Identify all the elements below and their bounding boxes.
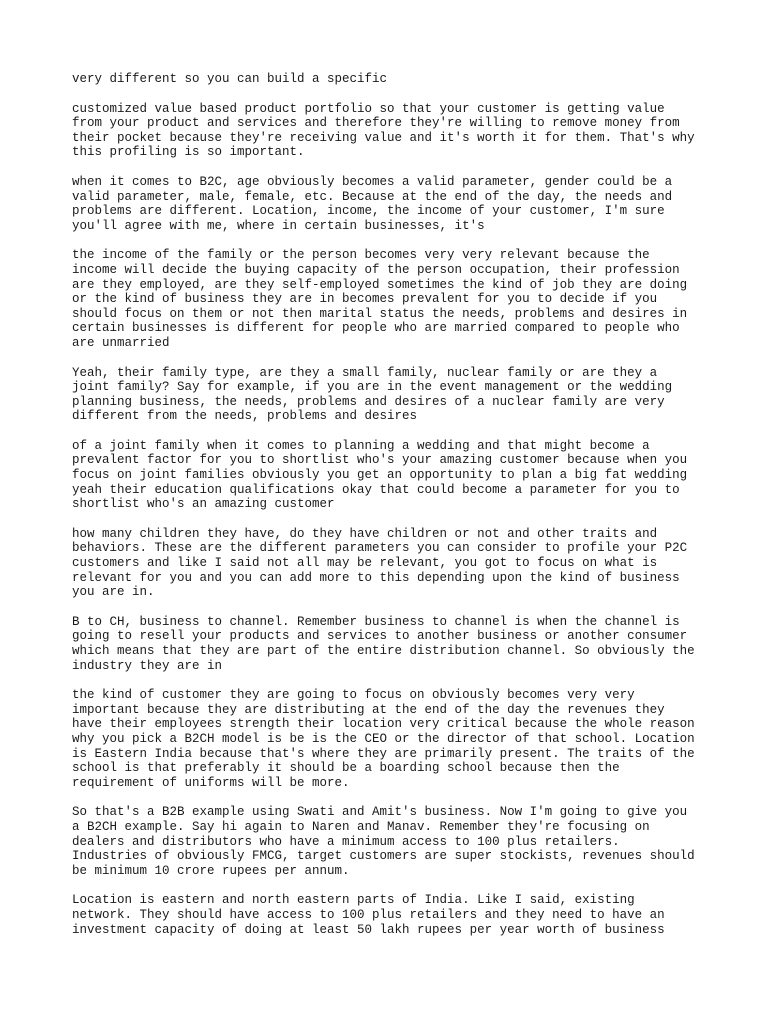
text-line: be minimum 10 crore rupees per annum. xyxy=(72,863,350,878)
paragraph xyxy=(72,175,702,233)
text-line: should focus on them or not then marital status the needs, problems and desires in xyxy=(72,306,688,321)
text-line: planning business, the needs, problems and desires of a nuclear family are very xyxy=(72,394,665,409)
text-line: prevalent factor for you to shortlist who's your amazing customer because when you xyxy=(72,453,688,468)
text-line: behaviors. These are the different parameters you can consider to profile your P2C xyxy=(72,541,688,556)
text-line: very different so you can build a specific xyxy=(72,72,388,86)
document-body xyxy=(72,72,702,952)
text-line: So that's a B2B example using Swati and Amit's business. Now I'm going to give you xyxy=(72,805,688,820)
text-line: problems are different. Location, income, the income of your customer, I'm sure xyxy=(72,204,665,219)
paragraph xyxy=(72,893,702,937)
text-line: school is that preferably it should be a boarding school because then the xyxy=(72,761,620,776)
text-line: shortlist who's an amazing customer xyxy=(72,497,335,512)
text-line: yeah their education qualifications okay that could become a parameter for you to xyxy=(72,482,680,497)
text-line: of a joint family when it comes to planning a wedding and that might become a xyxy=(72,438,650,453)
paragraph xyxy=(72,439,702,512)
text-line: the kind of customer they are going to focus on obviously becomes very very xyxy=(72,688,635,703)
text-line: you'll agree with me, where in certain businesses, it's xyxy=(72,218,485,233)
text-line: industry they are in xyxy=(72,658,223,673)
text-line: a B2CH example. Say hi again to Naren and Manav. Remember they're focusing on xyxy=(72,819,650,834)
text-line: requirement of uniforms will be more. xyxy=(72,775,350,790)
text-line: different from the needs, problems and desires xyxy=(72,409,418,424)
text-line: have their employees strength their location very critical because the whole reason xyxy=(72,717,695,732)
text-line: Location is eastern and north eastern parts of India. Like I said, existing xyxy=(72,893,635,908)
text-line: the income of the family or the person becomes very very relevant because the xyxy=(72,248,650,263)
text-line: you are in. xyxy=(72,585,155,600)
text-line: when it comes to B2C, age obviously becomes a valid parameter, gender could be a xyxy=(72,174,673,189)
text-line: Industries of obviously FMCG, target customers are super stockists, revenues should xyxy=(72,849,695,864)
text-line: which means that they are part of the entire distribution channel. So obviously the xyxy=(72,644,695,658)
text-line: their pocket because they're receiving value and it's worth it for them. That's why xyxy=(72,130,695,145)
text-line: income will decide the buying capacity of the person occupation, their profession xyxy=(72,262,680,277)
text-line: joint family? Say for example, if you are in the event management or the wedding xyxy=(72,380,673,395)
text-line: network. They should have access to 100 plus retailers and they need to have an xyxy=(72,907,665,922)
text-line: or the kind of business they are in becomes prevalent for you to decide if you xyxy=(72,292,658,307)
paragraph xyxy=(72,248,702,350)
text-line: Yeah, their family type, are they a small family, nuclear family or are they a xyxy=(72,365,658,380)
paragraph xyxy=(72,615,702,673)
paragraph xyxy=(72,366,702,424)
paragraph xyxy=(72,102,702,160)
text-line: investment capacity of doing at least 50 lakh rupees per year worth of business xyxy=(72,922,665,937)
paragraph xyxy=(72,527,702,600)
paragraph xyxy=(72,805,702,878)
text-line: is Eastern India because that's where they are primarily present. The traits of the xyxy=(72,746,695,761)
text-line: are they employed, are they self-employed sometimes the kind of job they are doing xyxy=(72,277,688,292)
text-line: valid parameter, male, female, etc. Because at the end of the day, the needs and xyxy=(72,189,673,204)
text-line: are unmarried xyxy=(72,335,170,350)
text-line: B to CH, business to channel. Remember business to channel is when the channel is xyxy=(72,614,680,629)
text-line: relevant for you and you can add more to this depending upon the kind of business xyxy=(72,570,680,585)
text-line: customized value based product portfolio so that your customer is getting value xyxy=(72,101,665,116)
paragraph xyxy=(72,72,702,87)
text-line: focus on joint families obviously you get an opportunity to plan a big fat wedding xyxy=(72,468,688,483)
text-line: from your product and services and therefore they're willing to remove money from xyxy=(72,116,680,131)
text-line: this profiling is so important. xyxy=(72,145,305,160)
text-line: how many children they have, do they have children or not and other traits and xyxy=(72,526,658,541)
paragraph xyxy=(72,688,702,790)
text-line: important because they are distributing at the end of the day the revenues they xyxy=(72,702,665,717)
text-line: going to resell your products and services to another business or another consumer xyxy=(72,629,688,644)
text-line: customers and like I said not all may be relevant, you got to focus on what is xyxy=(72,556,658,571)
text-line: dealers and distributors who have a minimum access to 100 plus retailers. xyxy=(72,834,620,849)
text-line: why you pick a B2CH model is be is the CEO or the director of that school. Location xyxy=(72,731,695,746)
text-line: certain businesses is different for people who are married compared to people who xyxy=(72,321,680,336)
